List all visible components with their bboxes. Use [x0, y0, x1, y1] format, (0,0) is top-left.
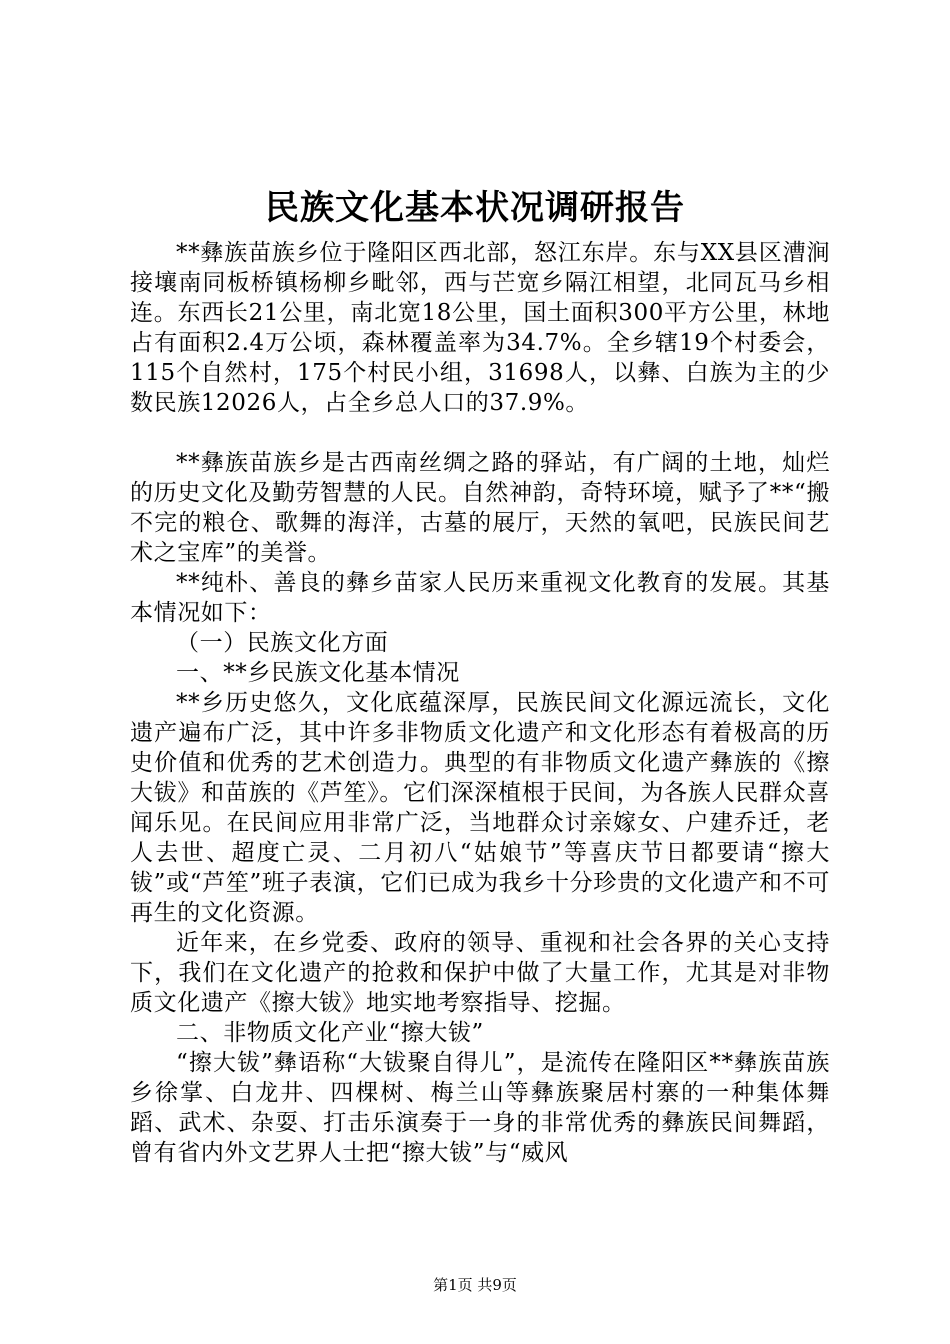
document-title: 民族文化基本状况调研报告	[265, 188, 685, 228]
page-footer: 第1页 共9页	[433, 1276, 517, 1294]
document-body	[130, 238, 830, 1168]
paragraph-location: **彝族苗族乡位于隆阳区西北部，怒江东岸。东与XX县区漕涧接壤南同板桥镇杨柳乡毗邻，西与芒宽乡隔江相望，北同瓦马乡相连。东西长21公里，南北宽18公里，国土面积300平方公里，林地占有面积2.4万公顷，森林覆盖率为34.7%。全乡辖19个村委会，115个自然村，175个村民小组，31698人，以彝、白族为主的少数民族12026人，占全乡总人口的37.9%。	[130, 240, 830, 416]
paragraph-cadabo-dance: “擦大钹”彝语称“大钹聚自得儿”，是流传在隆阳区**彝族苗族乡徐掌、白龙井、四棵树、梅兰山等彝族聚居村寨的一种集体舞蹈、武术、杂耍、打击乐演奏于一身的非常优秀的彝族民间舞蹈，曾有省内外文艺界人士把“擦大钹”与“威风	[130, 1050, 830, 1166]
subheading-intangible-heritage: 二、非物质文化产业“擦大钹”	[176, 1020, 484, 1046]
section-heading-ethnic-culture: （一）民族文化方面	[176, 630, 389, 656]
paragraph-intro: **纯朴、善良的彝乡苗家人民历来重视文化教育的发展。其基本情况如下：	[130, 570, 830, 626]
paragraph-recent-work: 近年来，在乡党委、政府的领导、重视和社会各界的关心支持下，我们在文化遗产的抢救和保护中做了大量工作，尤其是对非物质文化遗产《擦大钹》地实地考察指导、挖掘。	[130, 930, 830, 1016]
paragraph-gap	[130, 418, 830, 448]
paragraph-cultural-heritage: **乡历史悠久，文化底蕴深厚，民族民间文化源远流长，文化遗产遍布广泛，其中许多非物质文化遗产和文化形态有着极高的历史价值和优秀的艺术创造力。典型的有非物质文化遗产彝族的《擦大钹》和苗族的《芦笙》。它们深深植根于民间，为各族人民群众喜闻乐见。在民间应用非常广泛，当地群众讨亲嫁女、户建乔迁，老人去世、超度亡灵、二月初八“姑娘节”等喜庆节日都要请“擦大钹”或“芦笙”班子表演，它们已成为我乡十分珍贵的文化遗产和不可再生的文化资源。	[130, 690, 830, 926]
subheading-basic-situation: 一、**乡民族文化基本情况	[176, 660, 460, 686]
paragraph-history: **彝族苗族乡是古西南丝绸之路的驿站，有广阔的土地，灿烂的历史文化及勤劳智慧的人民。自然神韵，奇特环境，赋予了**“搬不完的粮仓、歌舞的海洋，古墓的展厅，天然的氧吧，民族民间艺术之宝库”的美誉。	[130, 450, 830, 566]
